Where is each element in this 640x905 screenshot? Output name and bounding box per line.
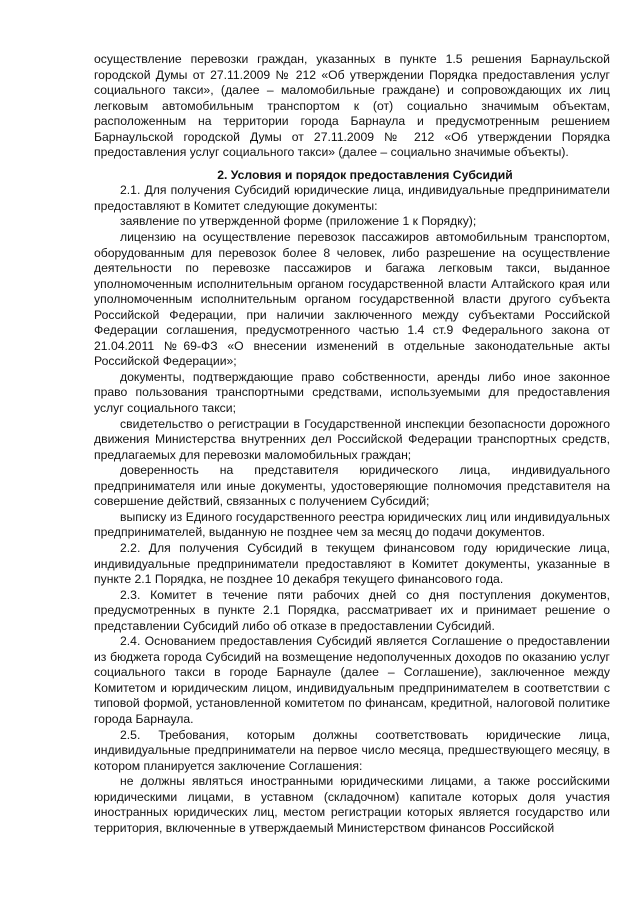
paragraph-2-2: 2.2. Для получения Субсидий в текущем финансовом году юридические лица, индивидуальные предприниматели предоставляют в Комитет документы, указанные в пункте 2.1 Порядка, не позднее 10 декабря текущего финансового года. [94, 540, 610, 587]
paragraph-registry-extract: выписку из Единого государственного реестра юридических лиц или индивидуальных предпринимателей, выданную не позднее чем за месяц до подачи документов. [94, 509, 610, 540]
paragraph-power-of-attorney: доверенность на представителя юридического лица, индивидуального предпринимателя или иные документы, удостоверяющие полномочия представителя на совершение действий, связанных с получением Субсидий; [94, 463, 610, 509]
paragraph-requirement-foreign: не должны являться иностранными юридическими лицами, а также российскими юридическими лицами, в уставном (складочном) капитале которых доля участия иностранных юридических лиц, местом регистрации которых является государство или территория, включенные в утверждаемый Министерством финансов Российской [94, 774, 610, 835]
paragraph-2-5: 2.5. Требования, которым должны соответствовать юридические лица, индивидуальные предприниматели на первое число месяца, предшествующего месяцу, в котором планируется заключение Соглашения: [94, 727, 610, 773]
paragraph-license: лицензию на осуществление перевозок пассажиров автомобильным транспортом, оборудованным для перевозок более 8 человек, либо разрешение на осуществление деятельности по перевозке пассажиров и багажа легковым такси, выданное уполномоченным исполнительным органом государственной власти Алтайского края или уполномоченным исполнительным органом государственной власти другого субъекта Российской Федерации, при наличии заключенного между субъектами Российской Федерации соглашения, предусмотренного частью 1.4 ст.9 Федерального закона от 21.04.2011 №69-ФЗ «О внесении изменений в отдельные законодательные акты Российской Федерации»; [94, 230, 610, 369]
paragraph-application: заявление по утвержденной форме (приложение 1 к Порядку); [120, 214, 477, 229]
paragraph-2-4: 2.4. Основанием предоставления Субсидий является Соглашение о предоставлении из бюджета города Субсидий на возмещение недополученных доходов по оказанию услуг социального такси в городе Барнауле (далее – Соглашение), заключенное между Комитетом и юридическим лицом, индивидуальным предпринимателем в соответствии с типовой формой, установленной комитетом по финансам, кредитной, налоговой политике города Барнаула. [94, 634, 610, 726]
paragraph-2-1: 2.1. Для получения Субсидий юридические лица, индивидуальные предприниматели предоставляют в Комитет следующие документы: [94, 183, 610, 213]
paragraph-2-3: 2.3. Комитет в течение пяти рабочих дней со дня поступления документов, предусмотренных в пункте 2.1 Порядка, рассматривает их и принимает решение о представлении Субсидий либо об отказе в предоставлении Субсидий. [94, 587, 610, 633]
section-heading: 2. Условия и порядок предоставления Субсидий [217, 167, 513, 182]
paragraph-ownership-docs: документы, подтверждающие право собственности, аренды либо иное законное право пользования транспортными средствами, используемыми для предоставления услуг социального такси; [94, 369, 610, 416]
document-page [94, 52, 610, 836]
intro-paragraph: осуществление перевозки граждан, указанных в пункте 1.5 решения Барнаульской городской Думы от 27.11.2009 № 212 «Об утверждении Порядка предоставления услуг социального такси», (далее – маломобильные граждане) и сопровождающих их лиц легковым автомобильным транспортом к (от) социально значимым объектам, расположенным на территории города Барнаула и предусмотренным решением Барнаульской городской Думы от 27.11.2009 № 212 «Об утверждении Порядка предоставления услуг социального такси» (далее – социально значимые объекты). [94, 52, 610, 160]
paragraph-registration-certificate: свидетельство о регистрации в Государственной инспекции безопасности дорожного движения Министерства внутренних дел Российской Федерации транспортных средств, предлагаемых для перевозки маломобильных граждан; [94, 416, 610, 462]
